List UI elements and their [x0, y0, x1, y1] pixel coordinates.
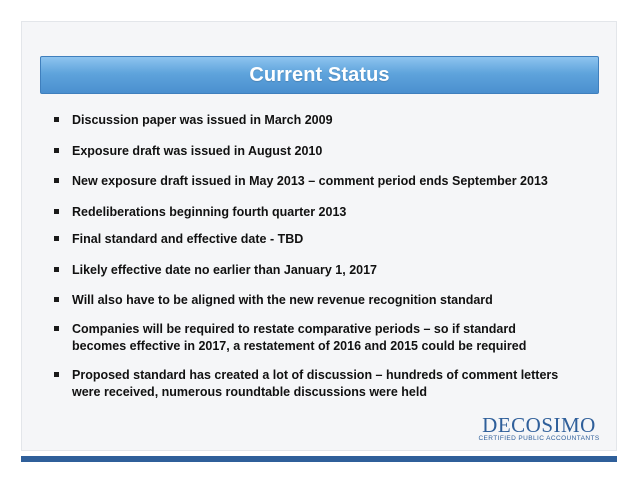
- bullet-text: New exposure draft issued in May 2013 – comment period ends September 2013: [72, 174, 548, 188]
- slide-title: Current Status: [249, 63, 390, 86]
- bullet-item: [54, 143, 594, 160]
- bullet-square-icon: [54, 209, 59, 214]
- bullet-square-icon: [54, 267, 59, 272]
- bullet-item: [54, 292, 594, 309]
- logo-wordmark: DECOSIMO: [482, 413, 596, 437]
- bullet-text: Companies will be required to restate comparative periods – so if standard becomes effective in 2017, a restatement of 2016 and 2015 could be required: [72, 322, 527, 353]
- bullet-text: Will also have to be aligned with the new revenue recognition standard: [72, 293, 493, 307]
- bullet-square-icon: [54, 326, 59, 331]
- bullet-text: Proposed standard has created a lot of discussion – hundreds of comment letters were received, numerous roundtable discussions were held: [72, 368, 559, 399]
- bullet-text: Likely effective date no earlier than January 1, 2017: [72, 263, 378, 277]
- bullet-square-icon: [54, 236, 59, 241]
- company-logo: [474, 414, 604, 443]
- bullet-item: [54, 367, 594, 401]
- bullet-text: Final standard and effective date - TBD: [72, 232, 304, 246]
- bullet-item: [54, 112, 594, 129]
- bullet-item: [54, 204, 594, 221]
- bullet-text: Exposure draft was issued in August 2010: [72, 144, 323, 158]
- bullet-item: [54, 173, 594, 190]
- bullet-square-icon: [54, 148, 59, 153]
- bullet-text: Discussion paper was issued in March 2009: [72, 113, 333, 127]
- bullet-item: [54, 231, 594, 248]
- bottom-accent-bar: [21, 456, 617, 462]
- bullet-text: Redeliberations beginning fourth quarter 2013: [72, 205, 347, 219]
- bullet-square-icon: [54, 117, 59, 122]
- bullet-square-icon: [54, 372, 59, 377]
- bullet-item: [54, 262, 594, 279]
- bullet-item: [54, 321, 594, 355]
- title-bar: [40, 56, 599, 94]
- bullet-square-icon: [54, 297, 59, 302]
- bullet-square-icon: [54, 178, 59, 183]
- logo-tagline: CERTIFIED PUBLIC ACCOUNTANTS: [478, 435, 600, 442]
